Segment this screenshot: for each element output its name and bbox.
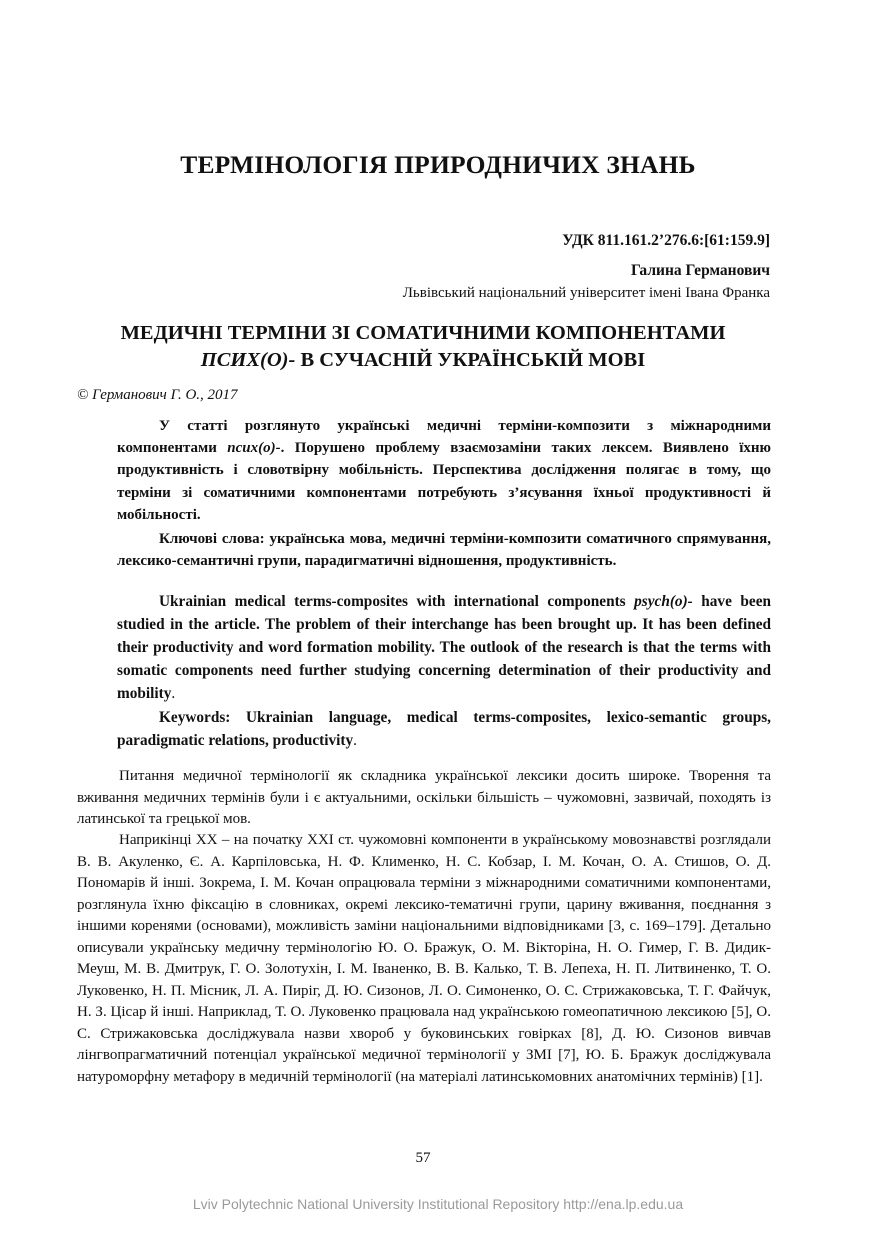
- keywords-en-text: Keywords: Ukrainian language, medical terms-composites, lexico-semantic groups, paradigmatic relations, productivity: [117, 709, 771, 749]
- body-paragraph: Наприкінці ХХ – на початку ХХІ ст. чужомовні компоненти в українському мовознавстві розглядали В. В. Акуленко, Є. А. Карпіловська, Н. Ф. Клименко, Н. С. Кобзар, І. М. Кочан, О. А. Стишов, О. Д. Пономарів й інші. Зокрема, І. М. Кочан опрацювала терміни з міжнародними соматичними компонентами, розглянула їхню фіксацію в словниках, окремі лексико-тематичні групи, царину вживання, поєднання з іншими коренями (основами), можливість заміни національними відповідниками [3, с. 169–179]. Детально описували українську медичну термінологію Ю. О. Бражук, О. М. Вікторіна, Н. О. Гимер, Г. В. Дидик-Меуш, М. В. Дмитрук, Г. О. Золотухін, І. М. Іваненко, В. В. Калько, Т. В. Лепеха, Н. П. Литвиненко, Т. О. Луковенко, Н. П. Місник, Л. А. Пиріг, Д. Ю. Сизонов, Л. О. Симоненко, О. С. Стрижаковська, Т. Г. Файчук, Н. З. Цісар й інші. Наприклад, Т. О. Луковенко працювала над українською гомеопатичною лексикою [5], О. С. Стрижаковська досліджувала назви хвороб у буковинських говірках [8], Д. Ю. Сизонов вивчав лінгвопрагматичний потенціал української медичної термінології у ЗМІ [7], Ю. Б. Бражук досліджувала натуроморфну метафору в медичній термінології (на матеріалі латинськомовних анатомічних термінів) [1].: [77, 832, 771, 1085]
- page-number: 57: [415, 1150, 431, 1166]
- keywords-english: [117, 706, 771, 752]
- abstract-ua-part1: У статті розглянуто українські медичні терміни-композити з міжнародними компонентами: [117, 418, 771, 457]
- abstract-english: [117, 590, 771, 705]
- abstract-en-part1: Ukrainian medical terms-composites with international components: [159, 593, 635, 610]
- article-title-line2: [0, 347, 846, 374]
- author-affiliation: Львівський національний університет імені Івана Франка: [402, 285, 770, 301]
- abstract-ua-part2: . Порушено проблему взаємозаміни таких лексем. Виявлено їхню продуктивність і словотвірну мобільність. Перспектива дослідження полягає в тому, що терміни зі соматичними компонентами потребують з’ясування їхньої продуктивності й мобільності.: [117, 440, 771, 523]
- keywords-ukrainian: Ключові слова: українська мова, медичні терміни-композити соматичного спрямування, лексико-семантичні групи, парадигматичні відношення, продуктивність.: [117, 531, 771, 570]
- article-title-line1: МЕДИЧНІ ТЕРМІНИ ЗІ СОМАТИЧНИМИ КОМПОНЕНТАМИ: [120, 322, 726, 344]
- abstract-en-part2: have been studied in the article. The problem of their interchange has been brought up. It has been defined their productivity and word formation mobility. The outlook of the research is that the terms with somatic components need further studying concerning determination of their productivity and mobility: [117, 593, 771, 702]
- author-name: Галина Германович: [630, 262, 770, 279]
- article-title-italic: ПСИХ(О)-: [200, 349, 296, 371]
- keywords-en-end: .: [353, 732, 357, 749]
- udc-code: УДК 811.161.2’276.6:[61:159.9]: [562, 232, 770, 249]
- copyright-line: © Германович Г. О., 2017: [77, 387, 238, 403]
- abstract-en-end: .: [171, 685, 176, 702]
- abstract-ua-italic: псих(о)-: [227, 440, 281, 457]
- article-title-rest: В СУЧАСНІЙ УКРАЇНСЬКІЙ МОВІ: [295, 349, 646, 371]
- abstract-ukrainian: [117, 415, 771, 526]
- body-paragraph: Питання медичної термінології як складника української лексики досить широке. Творення та вживання медичних термінів були і є актуальними, оскільки більшість – чужомовні, зазвичай, походять із латинської та грецької мов.: [77, 768, 771, 827]
- article-title: [0, 320, 846, 374]
- abstract-en-italic: psych(o)-: [634, 593, 693, 610]
- repository-footer: Lviv Polytechnic National University Institutional Repository http://ena.lp.edu.ua: [192, 1196, 684, 1212]
- section-title: ТЕРМІНОЛОГІЯ ПРИРОДНИЧИХ ЗНАНЬ: [180, 150, 696, 179]
